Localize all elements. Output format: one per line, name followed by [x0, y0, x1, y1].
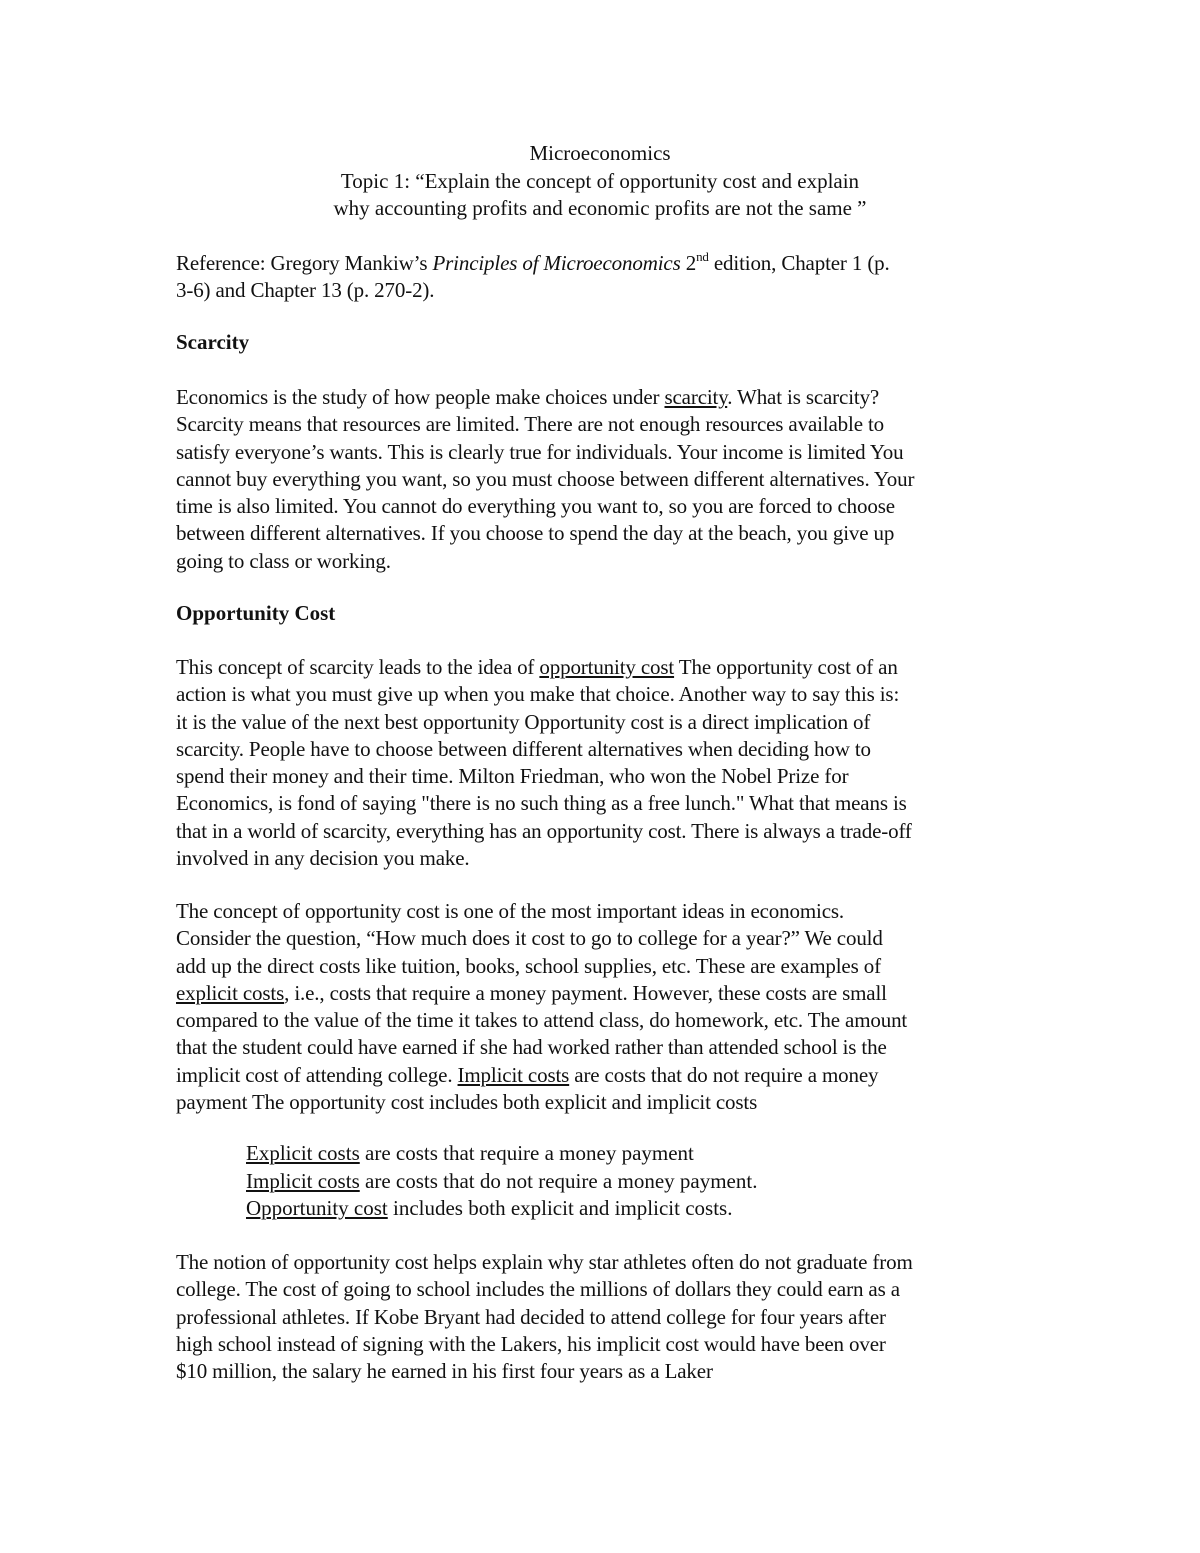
opportunity-p1-line: action is what you must give up when you make that choice. Another way to say this is: — [176, 682, 900, 707]
opportunity-p2-line-7 — [176, 1062, 1036, 1089]
edition-number: 2 — [680, 251, 697, 275]
scarcity-heading: Scarcity — [176, 330, 250, 354]
opportunity-p2-line: compared to the value of the time it takes to attend class, do homework, etc. The amount — [176, 1008, 908, 1033]
opportunity-p1-line: that in a world of scarcity, everything has an opportunity cost. There is always a trade-off — [176, 818, 912, 843]
opportunity-p2-line: payment The opportunity cost includes both explicit and implicit costs — [176, 1090, 758, 1115]
reference-line-1 — [176, 250, 1036, 277]
definition-explicit — [246, 1140, 1006, 1168]
scarcity-line: going to class or working. — [176, 548, 391, 573]
scarcity-line-1-end: . What is scarcity? — [727, 385, 880, 409]
reference-paragraph — [176, 250, 1036, 305]
opportunity-p3-line: high school instead of signing with the Lakers, his implicit cost would have been over — [176, 1331, 886, 1356]
scarcity-term: scarcity — [664, 385, 728, 409]
opportunity-p1-line-1 — [176, 654, 1036, 681]
opportunity-p2-line: The concept of opportunity cost is one of the most important ideas in economics. — [176, 899, 845, 923]
opportunity-p2-line-4 — [176, 980, 1036, 1007]
opportunity-p2-line-7-end: are costs that do not require a money — [569, 1062, 879, 1087]
opportunity-p1-start: This concept of scarcity leads to the idea of — [176, 655, 540, 679]
definition-term: Opportunity cost — [246, 1196, 388, 1220]
document-title: Microeconomics — [529, 141, 671, 165]
scarcity-line: time is also limited. You cannot do everything you want to, so you are forced to choose — [176, 494, 895, 519]
scarcity-line: between different alternatives. If you choose to spend the day at the beach, you give up — [176, 521, 895, 546]
opportunity-p3-line: $10 million, the salary he earned in his first four years as a Laker — [176, 1359, 713, 1384]
opportunity-p1-line: scarcity. People have to choose between different alternatives when deciding how to — [176, 736, 871, 761]
scarcity-line: Scarcity means that resources are limited. There are not enough resources available to — [176, 412, 885, 437]
opportunity-p2-line: add up the direct costs like tuition, books, school supplies, etc. These are examples of — [176, 953, 881, 978]
scarcity-line-1-start: Economics is the study of how people make choices under — [176, 385, 665, 409]
definition-implicit — [246, 1168, 1006, 1196]
definitions-list — [246, 1140, 1006, 1223]
opportunity-p3-line: The notion of opportunity cost helps explain why star athletes often do not graduate from — [176, 1250, 913, 1274]
opportunity-p2-line-7-start: implicit cost of attending college. — [176, 1062, 458, 1087]
implicit-costs-term: Implicit costs — [457, 1062, 570, 1087]
topic-line-1: Topic 1: “Explain the concept of opportunity cost and explain — [340, 168, 860, 193]
explicit-costs-term: explicit costs — [176, 980, 285, 1005]
reference-prefix: Reference: Gregory Mankiw’s — [176, 251, 433, 275]
opportunity-paragraph-3 — [176, 1249, 1036, 1385]
opportunity-p2-line-4-end: , i.e., costs that require a money payment. However, these costs are small — [284, 980, 887, 1005]
opportunity-paragraph-1 — [176, 654, 1036, 872]
reference-suffix: edition, Chapter 1 (p. — [708, 251, 890, 275]
reference-line-2: 3-6) and Chapter 13 (p. 270-2). — [176, 278, 435, 303]
topic-line-2: why accounting profits and economic profits are not the same ” — [333, 196, 867, 220]
book-title: Principles of Microeconomics — [432, 251, 681, 275]
scarcity-line: satisfy everyone’s wants. This is clearly true for individuals. Your income is limited You — [176, 439, 904, 464]
scarcity-line: cannot buy everything you want, so you must choose between different alternatives. Your — [176, 466, 915, 491]
definition-text: are costs that do not require a money payment. — [359, 1168, 758, 1193]
opportunity-p2-line: Consider the question, “How much does it cost to go to college for a year?” We could — [176, 926, 883, 951]
opportunity-p1-line: spend their money and their time. Milton Friedman, who won the Nobel Prize for — [176, 764, 849, 789]
opportunity-p1-line: involved in any decision you make. — [176, 846, 470, 871]
edition-superscript: nd — [696, 249, 709, 264]
opportunity-p3-line: professional athletes. If Kobe Bryant had decided to attend college for four years after — [176, 1304, 886, 1329]
document-header — [0, 140, 1200, 223]
opportunity-cost-heading: Opportunity Cost — [176, 601, 336, 625]
opportunity-cost-term: opportunity cost — [539, 655, 675, 679]
definition-opportunity — [246, 1195, 1006, 1223]
definition-term: Explicit costs — [246, 1141, 360, 1165]
opportunity-p1-line: it is the value of the next best opportunity Opportunity cost is a direct implication of — [176, 709, 871, 734]
scarcity-line-1 — [176, 384, 1036, 411]
opportunity-p3-line: college. The cost of going to school includes the millions of dollars they could earn as a — [176, 1277, 900, 1302]
definition-text: are costs that require a money payment — [359, 1141, 694, 1165]
scarcity-paragraph — [176, 384, 1036, 575]
definition-text: includes both explicit and implicit costs. — [387, 1196, 733, 1220]
opportunity-p1-end: The opportunity cost of an — [674, 655, 898, 679]
opportunity-p1-line: Economics, is fond of saying "there is no such thing as a free lunch." What that means is — [176, 791, 907, 816]
definition-term: Implicit costs — [246, 1168, 360, 1193]
opportunity-p2-line: that the student could have earned if she had worked rather than attended school is the — [176, 1035, 887, 1060]
opportunity-paragraph-2 — [176, 898, 1036, 1116]
